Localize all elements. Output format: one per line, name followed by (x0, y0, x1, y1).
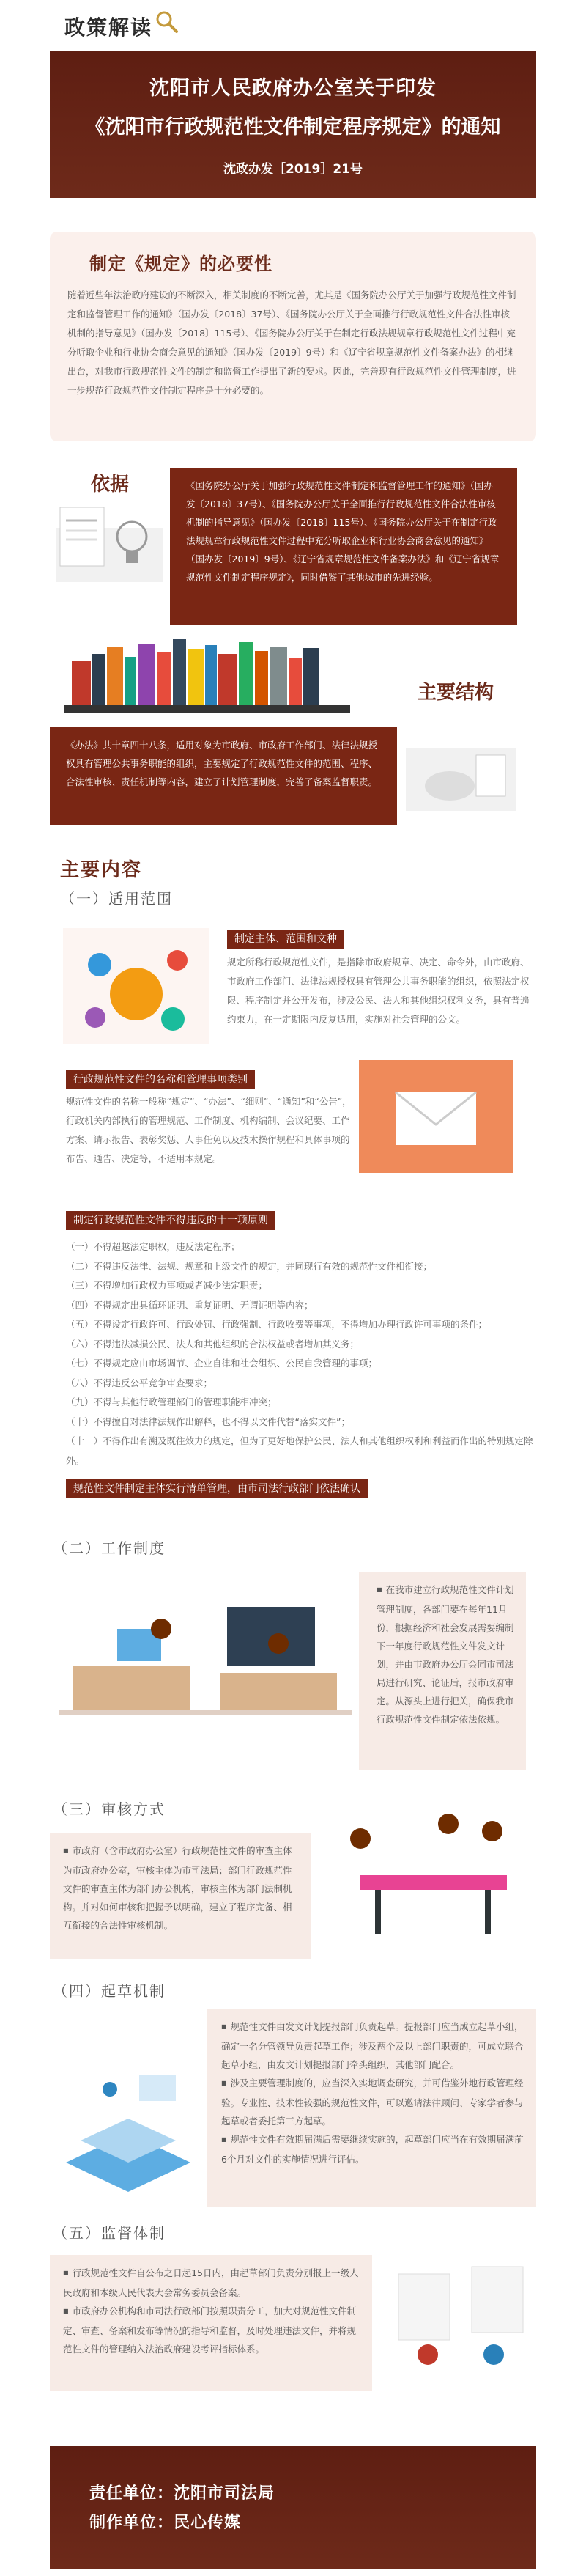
list-item: （三）不得增加行政权力事项或者减少法定职责； (66, 1280, 268, 1291)
magnifier-icon (154, 9, 180, 35)
scope-tag-list-management: 规范性文件制定主体实行清单管理，由市司法行政部门依法确认 (66, 1479, 368, 1498)
people-documents-illustration (384, 2245, 538, 2394)
envelope-illustration (359, 1060, 513, 1173)
title-banner (50, 51, 536, 198)
work-box (359, 1572, 526, 1770)
footer-banner (50, 2446, 536, 2569)
section-title: 政策解读 (64, 15, 153, 40)
document-lightbulb-illustration (53, 498, 163, 585)
structure-heading: 主要结构 (418, 682, 494, 704)
bullet-icon (221, 2078, 231, 2089)
list-item: （八）不得违反公平竞争审查要求； (66, 1377, 213, 1388)
doc-number: 沈政办发［2019］21号 (223, 162, 363, 177)
list-item: （五）不得设定行政许可、行政处罚、行政强制、行政收费等事项，不得增加办理行政许可事项的条件； (66, 1319, 488, 1330)
list-item: ■ 涉及主要管理制度的，应当深入实地调查研究，并可借鉴外地行政管理经验。专业性、技术性较强的规范性文件，可以邀请法律顾问、专家学者参与起草或者委托第三方起草。 (221, 2074, 524, 2130)
section-supervise-title: （五）监督体制 (53, 2224, 166, 2242)
necessity-card (50, 232, 536, 441)
scope-text-subject: 规定所称行政规范性文件，是指除市政府规章、决定、命令外，由市政府、市政府工作部门、法律法规授权具有管理公共事务职能的组织，依照法定权限、程序制定并公开发布，涉及公民、法人和其他组织权利义务，具有普遍约束力，在一定期限内反复适用，实施对社会管理的公文。 (227, 957, 530, 1025)
bullet-icon (63, 1845, 73, 1856)
title-line-2: 《沈阳市行政规范性文件制定程序规定》的通知 (85, 116, 501, 139)
list-item: （九）不得与其他行政管理部门的管理职能相冲突； (66, 1396, 277, 1407)
isometric-building-illustration (59, 2045, 198, 2192)
list-item: （十）不得擅自对法律法规作出解释，也不得以文件代替“落实文件”； (66, 1416, 350, 1427)
section-scope-title: （一）适用范围 (60, 890, 173, 908)
scope-text-name: 规范性文件的名称一般称“规定”、“办法”、“细则”、“通知”和“公告”，行政机关内部执行的管理规范、工作制度、机构编制、会议纪要、工作方案、请示报告、表彰奖惩、人事任免以及技术操作规程和具体事项的布告、通告、决定等，不适用本规定。 (66, 1096, 352, 1164)
supervise-box (50, 2255, 372, 2391)
cloud-document-illustration (406, 740, 516, 814)
list-item: ■ 市政府办公机构和市司法行政部门按照职责分工，加大对规范性文件制定、审查、备案和发布等情况的指导和监督，及时处理违法文件，并将规范性文件的管理纳入法治政府建设考评指标体系。 (63, 2302, 360, 2358)
bullet-icon (63, 2267, 73, 2278)
necessity-heading: 制定《规定》的必要性 (89, 254, 272, 274)
top-bar (0, 0, 586, 51)
meeting-illustration (316, 1795, 529, 1941)
list-item: ■ 行政规范性文件自公布之日起15日内，由起草部门负责分别报上一级人民政府和本级人民代表大会常务委员会备案。 (63, 2264, 360, 2302)
list-item: （七）不得规定应由市场调节、企业自律和社会组织、公民自我管理的事项； (66, 1358, 378, 1369)
section-audit-title: （三）审核方式 (53, 1800, 166, 1818)
work-body: 在我市建立行政规范性文件计划管理制度，各部门要在每年11月份，根据经济和社会发展需要编制下一年度行政规范性文件发文计划，并由市政府办公厅会同市司法局进行研究、论证后，报市政府审定。从源头上进行把关，确保我市行政规范性文件制定依法依规。 (377, 1584, 514, 1725)
principles-list (66, 1237, 535, 1471)
basis-box: 《国务院办公厅关于加强行政规范性文件制定和监督管理工作的通知》（国办发〔2018〕37号）、《国务院办公厅关于全面推行行政规范性文件合法性审核机制的指导意见》（国办发〔2018〕115号）、《国务院办公厅关于在制定行政法规规章行政规范性文件过程中充分听取企业和行业协会商会意见的通知》（国办发〔2019〕9号）、《辽宁省规章规范性文件备案办法》和《辽宁省规章规范性文件制定程序规定》，同时借鉴了其他城市的先进经验。 (170, 468, 517, 625)
draft-box (207, 2009, 536, 2207)
necessity-body: 随着近些年法治政府建设的不断深入，相关制度的不断完善，尤其是《国务院办公厅关于加强行政规范性文件制定和监督管理工作的通知》（国办发〔2018〕37号）、《国务院办公厅关于全面推行行政规范性文件合法性审核机制的指导意见》（国办发〔2018〕115号）、《国务院办公厅关于在制定行政法规规章行政规范性文件过程中充分听取企业和行业协会商会意见的通知》（国办发〔2019〕9号）和《辽宁省规章规范性文件备案办法》的相继出台，对我市行政规范性文件的制定和监督工作提出了新的要求。因此，完善现有行政规范性文件管理制度，进一步规范行政规范性文件制定程序是十分必要的。 (67, 290, 516, 396)
gears-idea-illustration (63, 928, 209, 1044)
section-draft-title: （四）起草机制 (53, 1982, 166, 2000)
basis-heading: 依据 (91, 474, 130, 496)
list-item: （一）不得超越法定职权，违反法定程序； (66, 1241, 240, 1252)
bullet-icon (63, 2305, 73, 2316)
section-work-title: （二）工作制度 (53, 1539, 166, 1557)
scope-tag-principles: 制定行政规范性文件不得违反的十一项原则 (66, 1211, 275, 1230)
list-item: （二）不得违反法律、法规、规章和上级文件的规定，并同现行有效的规范性文件相衔接； (66, 1260, 433, 1272)
office-workers-illustration (59, 1578, 352, 1729)
bookshelf-illustration (64, 632, 350, 718)
producer-unit: 制作单位：民心传媒 (89, 2514, 242, 2532)
list-item: ■ 规范性文件由发文计划提报部门负责起草。提报部门应当成立起草小组，确定一名分管领导负责起草工作；涉及两个及以上部门职责的，可成立联合起草小组，由发文计划提报部门牵头组织，其他部门配合。 (221, 2017, 524, 2074)
bullet-icon (221, 2134, 231, 2145)
responsible-unit: 责任单位：沈阳市司法局 (89, 2484, 275, 2503)
list-item: （四）不得规定出具循环证明、重复证明、无谓证明等内容； (66, 1299, 314, 1311)
title-line-1: 沈阳市人民政府办公室关于印发 (149, 77, 437, 100)
list-item: （六）不得违法减损公民、法人和其他组织的合法权益或者增加其义务； (66, 1338, 360, 1350)
main-content-heading: 主要内容 (60, 859, 143, 881)
bullet-icon (221, 2021, 231, 2032)
audit-body: 市政府（含市政府办公室）行政规范性文件的审查主体为市政府办公室，审核主体为市司法局；部门行政规范性文件的审查主体为部门办公机构，审核主体为部门法制机构。并对如何审核和把握予以明确，建立了程序完备、相互衔接的合法性审核机制。 (63, 1845, 292, 1931)
list-item: （十一）不得作出有溯及既往效力的规定，但为了更好地保护公民、法人和其他组织权利和利益而作出的特别规定除外。 (66, 1435, 533, 1466)
scope-tag-subject: 制定主体、范围和文种 (227, 930, 344, 949)
scope-tag-name: 行政规范性文件的名称和管理事项类别 (66, 1070, 255, 1089)
bullet-icon (377, 1584, 386, 1595)
audit-box (50, 1833, 311, 1959)
structure-box: 《办法》共十章四十八条，适用对象为市政府、市政府工作部门、法律法规授权具有管理公共事务职能的组织，主要规定了行政规范性文件的范围、程序、合法性审核、责任机制等内容，建立了计划管理制度，完善了备案监督职责。 (50, 727, 397, 825)
list-item: ■ 规范性文件有效期届满后需要继续实施的，起草部门应当在有效期届满前6个月对文件的实施情况进行评估。 (221, 2130, 524, 2168)
